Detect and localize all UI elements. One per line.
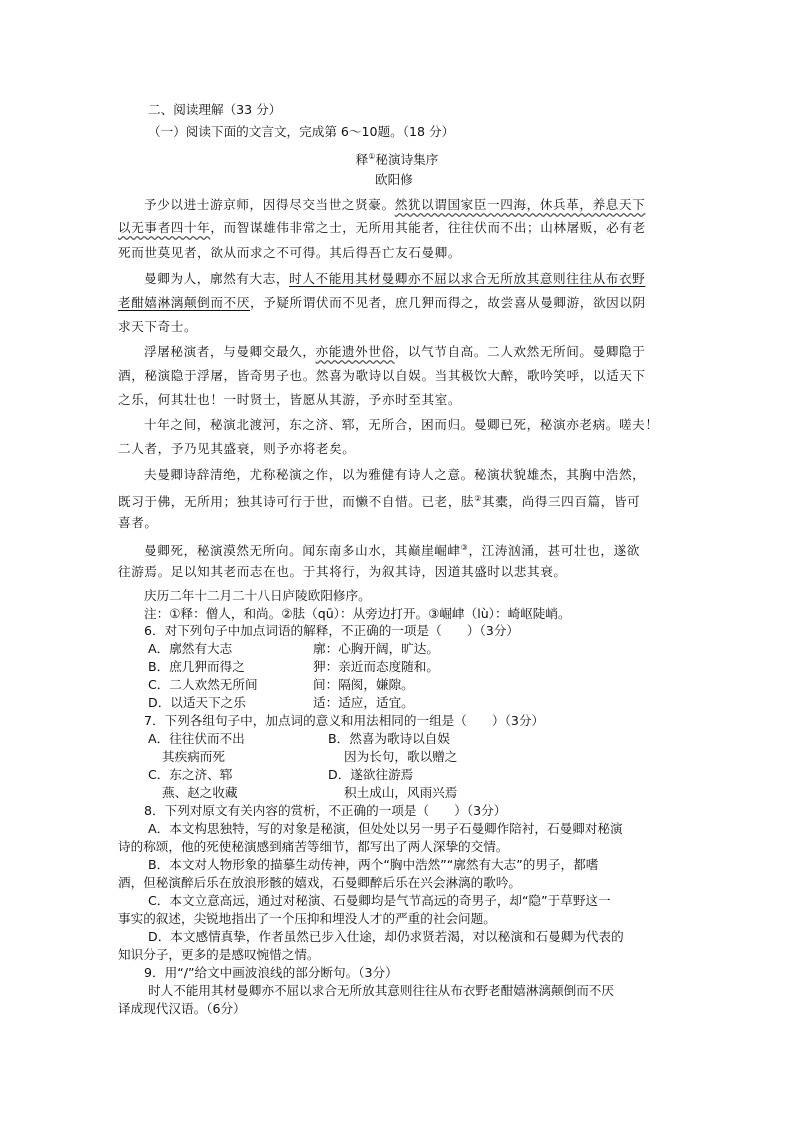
paragraph-line: 之乐，何其壮也！一时贤士，皆愿从其游，予亦时至其室。 <box>118 392 462 407</box>
paragraph-line: 予少以进士游京师，因得尽交当世之贤豪。然犹以谓国家臣一四海，休兵革，养息天下 <box>144 197 646 212</box>
paragraph-line: 浮屠秘演者，与曼卿交最久，亦能遗外世俗，以气节自高。二人欢然无所间。曼卿隐于 <box>144 344 646 359</box>
paragraph-line: 夫曼卿诗辞清绝，尤称秘演之作，以为雅健有诗人之意。秘演状貌雄杰，其胸中浩然， <box>144 467 646 482</box>
paragraph-line: 既习于佛，无所用；独其诗可行于世，而懒不自惜。已老，胠②其橐，尚得三四百篇，皆可 <box>118 494 641 510</box>
wavy-underline-text: 以无事者四十年 <box>118 220 211 235</box>
paragraph-line: 老酣嬉淋漓颠倒而不厌，予疑所谓伏而不见者，庶几狎而得之，故尝喜从曼卿游，欲因以阴 <box>118 295 646 310</box>
wavy-underline-text: 亦能遗外世俗 <box>315 344 395 359</box>
footnote-marker: ② <box>474 494 483 503</box>
paragraph-line: 往游焉。足以知其老而志在也。于其将行，为叙其诗，因道其盛时以悲其衰。 <box>118 564 567 579</box>
underlined-text: 老酣嬉淋漓颠倒而不厌 <box>118 295 250 310</box>
dateline: 庆历二年十二月二十八日庐陵欧阳修序。 <box>144 588 371 603</box>
question-9-stem: 9．用“/”给文中画波浪线的部分断句。（3分） <box>144 965 398 980</box>
paragraph-line: 曼卿死，秘演漠然无所向。闻东南多山水，其巅崖崛峍③，江涛汹涌，甚可壮也，遂欲 <box>144 543 640 559</box>
question-8-stem: 8．下列对原文有关内容的赏析，不正确的一项是（ ）（3分） <box>144 803 507 818</box>
wavy-underline-text: 然犹以谓国家臣一四海，休兵革，养息天下 <box>394 197 646 212</box>
essay-author: 欧阳修 <box>375 172 413 187</box>
paragraph-line: 喜者。 <box>118 515 158 530</box>
essay-title: 释①秘演诗集序 <box>355 152 439 168</box>
paragraph-line: 二人者，予乃见其盛衰，则予亦将老矣。 <box>118 441 356 456</box>
footnote-marker: ③ <box>460 543 469 552</box>
paragraph-line: 十年之间，秘演北渡河，东之济、郓，无所合，困而归。曼卿已死，秘演亦老病。嗟夫！ <box>144 417 659 432</box>
paragraph-line: 酒，秘演隐于浮屠，皆奇男子也。然喜为歌诗以自娱。当其极饮大醉，歌吟笑呼，以适天下 <box>118 368 646 383</box>
footnote-marker: ① <box>368 152 376 161</box>
paragraph-line: 死而世莫见者，欲从而求之不可得。其后得吾亡友石曼卿。 <box>118 245 462 260</box>
paragraph-line: 求天下奇士。 <box>118 319 198 334</box>
underlined-text: 时人不能用其材曼卿亦不屈以求合无所放其意则往往从布衣野 <box>289 271 646 286</box>
footnotes: 注：①释：僧人，和尚。②胠（qū）：从旁边打开。③崛峍（lù）：崎岖陡峭。 <box>144 606 571 621</box>
question-7-stem: 7．下列各组句子中，加点词的意义和用法相同的一组是（ ）（3分） <box>144 713 545 728</box>
question-6-stem: 6．对下列句子中加点词语的解释，不正确的一项是（ ）（3分） <box>144 623 519 638</box>
paragraph-line: 以无事者四十年，而智谋雄伟非常之士，无所用其能者，往往伏而不出；山林屠贩，必有老 <box>118 220 646 235</box>
paragraph-line: 曼卿为人，廓然有大志，时人不能用其材曼卿亦不屈以求合无所放其意则往往从布衣野 <box>144 271 646 286</box>
section-heading: 二、阅读理解（33 分） <box>148 102 282 117</box>
subsection-heading: （一）阅读下面的文言文，完成第 6～10题。（18 分） <box>148 124 455 139</box>
